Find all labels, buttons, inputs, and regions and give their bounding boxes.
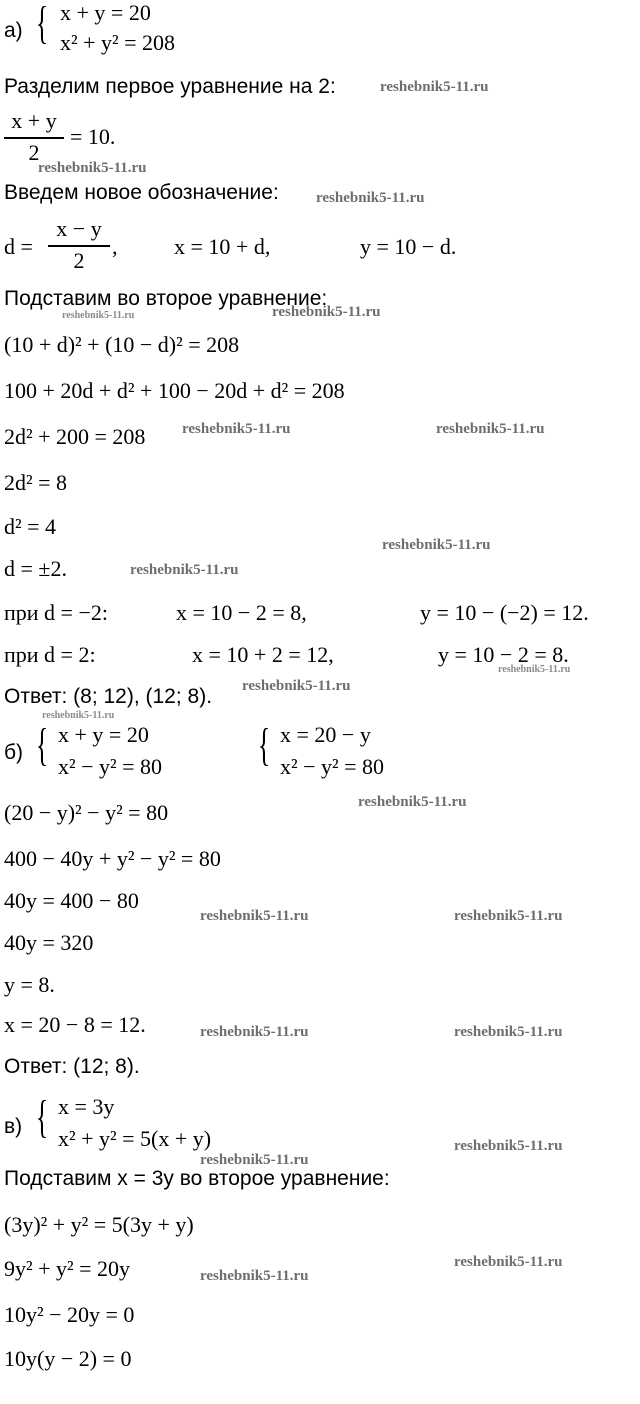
watermark: reshebnik5-11.ru (454, 908, 563, 924)
math-line: 9y² + y² = 20y (4, 1256, 131, 1281)
system-line: x + y = 20 (58, 722, 149, 747)
system-brace: { (36, 0, 49, 48)
answer-line: Ответ: (8; 12), (12; 8). (4, 685, 213, 708)
watermark: reshebnik5-11.ru (42, 710, 115, 721)
math-line: 10y² − 20y = 0 (4, 1302, 135, 1327)
part-a-label: а) (4, 19, 23, 42)
watermark: reshebnik5-11.ru (62, 310, 135, 321)
math-line: x = 10 + d, (174, 234, 271, 259)
math-line: 400 − 40y + y² − y² = 80 (4, 846, 221, 871)
math-line: 2d² = 8 (4, 470, 68, 495)
math-line: при d = −2: (4, 600, 108, 625)
system-line: x² + y² = 5(x + y) (58, 1126, 212, 1151)
math-line: 40y = 320 (4, 930, 94, 955)
watermark: reshebnik5-11.ru (498, 664, 571, 675)
math-line: (20 − y)² − y² = 80 (4, 800, 169, 825)
math-line: d² = 4 (4, 514, 57, 539)
fraction-numerator: x + y (11, 108, 57, 133)
math-line: y = 10 − d. (360, 234, 457, 259)
watermark: reshebnik5-11.ru (454, 1138, 563, 1154)
fraction-denominator: 2 (28, 140, 40, 165)
watermark: reshebnik5-11.ru (200, 1024, 309, 1040)
math-line: y = 8. (4, 972, 55, 997)
math-line: , (112, 234, 118, 259)
text-line: Разделим первое уравнение на 2: (4, 75, 336, 98)
system-line: x = 20 − y (280, 722, 371, 747)
fraction-bar (4, 137, 64, 139)
watermark: reshebnik5-11.ru (130, 562, 239, 578)
system-brace: { (36, 719, 49, 770)
text-line: Подставим x = 3y во второе уравнение: (4, 1167, 390, 1190)
system-brace: { (36, 1091, 49, 1142)
watermark: reshebnik5-11.ru (454, 1254, 563, 1270)
math-line: 40y = 400 − 80 (4, 888, 139, 913)
watermark: reshebnik5-11.ru (200, 1152, 309, 1168)
math-line: x = 20 − 8 = 12. (4, 1012, 146, 1037)
math-line: при d = 2: (4, 642, 96, 667)
system-line: x² − y² = 80 (280, 754, 385, 779)
text-line: Введем новое обозначение: (4, 181, 279, 204)
system-brace: { (258, 719, 271, 770)
watermark: reshebnik5-11.ru (358, 794, 467, 810)
watermark: reshebnik5-11.ru (316, 190, 425, 206)
system-line: x = 3y (58, 1094, 115, 1119)
math-line: d = ±2. (4, 556, 67, 581)
watermark: reshebnik5-11.ru (272, 304, 381, 320)
text-line: Подставим во второе уравнение: (4, 287, 328, 310)
fraction-numerator: x − y (56, 216, 102, 241)
watermark: reshebnik5-11.ru (38, 160, 147, 176)
system-line: x² − y² = 80 (58, 754, 163, 779)
watermark: reshebnik5-11.ru (242, 678, 351, 694)
watermark: reshebnik5-11.ru (382, 537, 491, 553)
math-line: d = (4, 234, 33, 259)
math-line: (10 + d)² + (10 − d)² = 208 (4, 332, 240, 357)
math-line: (3y)² + y² = 5(3y + y) (4, 1212, 194, 1237)
fraction-denominator: 2 (73, 248, 85, 273)
math-line: = 10. (70, 124, 116, 149)
system-line: x + y = 20 (60, 0, 151, 25)
math-line: 10y(y − 2) = 0 (4, 1346, 132, 1371)
math-line: x = 10 + 2 = 12, (192, 642, 334, 667)
watermark: reshebnik5-11.ru (454, 1024, 563, 1040)
system-line: x² + y² = 208 (60, 30, 176, 55)
watermark: reshebnik5-11.ru (380, 79, 489, 95)
math-line: 2d² + 200 = 208 (4, 424, 146, 449)
math-line: y = 10 − 2 = 8. (438, 642, 569, 667)
part-c-label: в) (4, 1115, 23, 1138)
watermark: reshebnik5-11.ru (200, 908, 309, 924)
watermark: reshebnik5-11.ru (200, 1268, 309, 1284)
watermark: reshebnik5-11.ru (182, 421, 291, 437)
math-line: 100 + 20d + d² + 100 − 20d + d² = 208 (4, 378, 345, 403)
fraction-bar (48, 245, 110, 247)
part-b-label: б) (4, 741, 24, 764)
watermark: reshebnik5-11.ru (436, 421, 545, 437)
math-line: y = 10 − (−2) = 12. (420, 600, 589, 625)
answer-line: Ответ: (12; 8). (4, 1055, 140, 1078)
math-line: x = 10 − 2 = 8, (176, 600, 307, 625)
